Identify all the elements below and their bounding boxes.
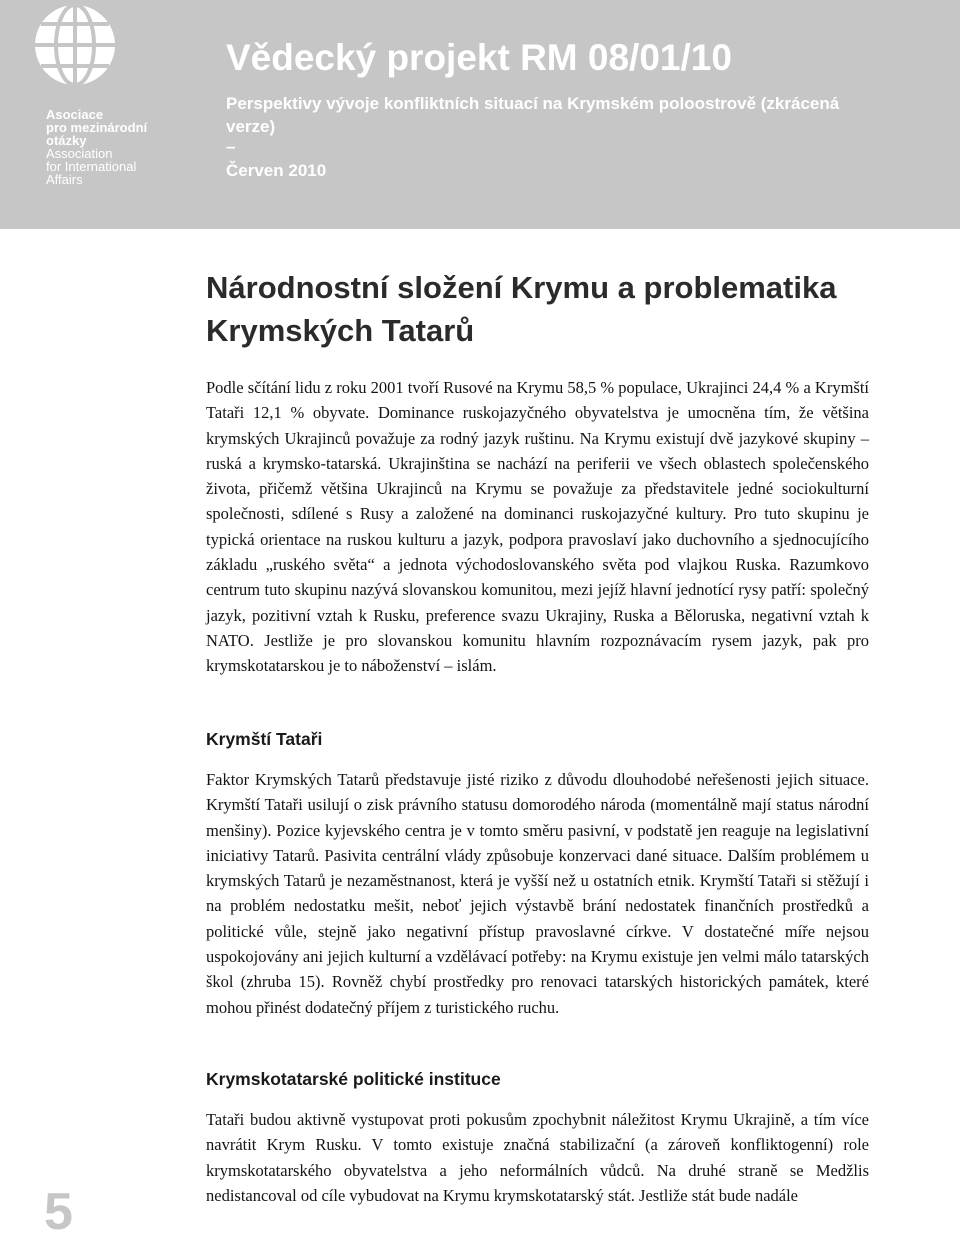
logo-line: Association <box>46 146 113 161</box>
section-heading-political-institutions: Krymskotatarské politické instituce <box>206 1069 501 1089</box>
globe-logo-icon <box>34 4 116 86</box>
logo-line: pro mezinárodní <box>46 120 148 135</box>
paragraph-intro: Podle sčítání lidu z roku 2001 tvoří Rusové na Krymu 58,5 % populace, Ukrajinci 24,4 % a Krymští Tataři 12,1 % obyvate. Dominance ruskojazyčného obyvatelstva je umocněna tím, že většina krymských Ukrajinců považuje za rodný jazyk ruštinu. Na Krymu existují dvě jazykové skupiny – ruská a krymsko-tatarská. Ukrajinština se nachází na periferii ve všech oblastech společenského života, přičemž většina Ukrajinců na Krymu se považuje za představitele jedné sociokulturní společnosti, sdílené s Rusy a založené na dominanci ruskojazyčné kultury. Pro tuto skupinu je typická orientace na ruskou kulturu a jazyk, podpora pravoslaví jako duchovního a sjednocujícího základu „ruského světa“ a jednota východoslovanského světa pod vlajkou Ruska. Razumkovo centrum tuto skupinu nazývá slovanskou komunitou, mezi jejíž hlavní jednotící rysy patří: společný jazyk, pozitivní vztah k Rusku, preference svazu Ukrajiny, Ruska a Běloruska, negativní vztah k NATO. Jestliže je pro slovanskou komunitu hlavním rozpoznávacím rysem jazyk, pak pro krymskotatarskou je to náboženství – islám. <box>206 378 869 676</box>
logo-line: otázky <box>46 133 87 148</box>
article-title: Národnostní složení Krymu a problematika Krymských Tatarů <box>206 270 837 348</box>
logo-line: Asociace <box>46 107 104 122</box>
logo-line: Affairs <box>46 172 83 187</box>
publication-date: Červen 2010 <box>226 161 327 180</box>
paragraph-political-institutions: Tataři budou aktivně vystupovat proti pokusům zpochybnit náležitost Krymu Ukrajině, a tím více navrátit Krym Rusku. V tomto existuje značná stabilizační (a zároveň konfliktogenní) role krymskotatarského obyvatelstva a jeho neformálních vůdců. Na druhé straně se Medžlis nedistancoval od cíle vybudovat na Krymu krymskotatarský stát. Jestliže stát bude nadále <box>206 1110 869 1205</box>
logo-line: for International <box>46 159 137 174</box>
header-band <box>0 0 960 229</box>
page-number: 5 <box>44 1183 73 1241</box>
header-dash: – <box>226 137 236 156</box>
paragraph-crimean-tatars: Faktor Krymských Tatarů představuje jisté riziko z důvodu dlouhodobé neřešenosti jejich situace. Krymští Tataři usilují o zisk právního statusu domorodého národa (momentálně mají status národní menšiny). Pozice kyjevského centra je v tomto směru pasivní, v podstatě jen reaguje na legislativní iniciativy Tatarů. Pasivita centrální vlády způsobuje konzervaci dané situace. Dalším problémem u krymských Tatarů je nezaměstnanost, která je vyšší než u ostatních etnik. Krymští Tataři si stěžují i na problém nedostatku mešit, neboť jejich výstavbě brání nedostatek finančních prostředků a politické vůle, stejně jako negativní přístup pravoslavné církve. V dostatečné míře nejsou uspokojovány ani jejich kulturní a vzdělávací potřeby: na Krymu existuje jen velmi málo tatarských škol (zhruba 15). Rovněž chybí prostředky pro renovaci tatarských historických památek, které mohou přinést dodatečný příjem z turistického ruchu. <box>206 770 869 1017</box>
project-subtitle: Perspektivy vývoje konfliktních situací na Krymském poloostrově (zkrácená verze) <box>226 94 840 136</box>
section-heading-crimean-tatars: Krymští Tataři <box>206 729 323 749</box>
project-title: Vědecký projekt RM 08/01/10 <box>226 37 732 78</box>
organization-logo-text <box>46 108 166 186</box>
